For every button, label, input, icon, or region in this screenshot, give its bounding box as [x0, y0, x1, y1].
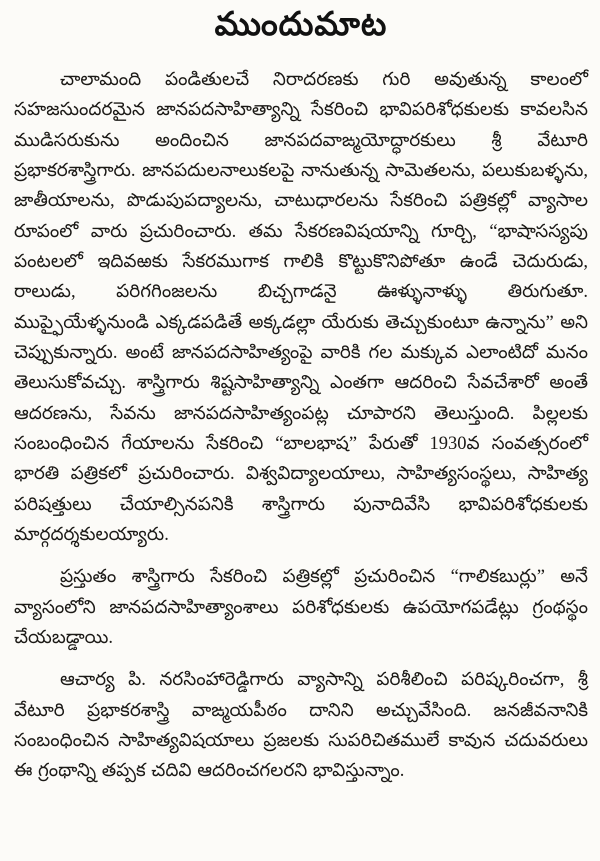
document-body: [14, 65, 588, 787]
paragraph-publication: ప్రస్తుతం శాస్త్రిగారు సేకరించి పత్రికల్లో ప్రచురించిన “గాలికబుర్లు” అనే వ్యాసంలోని జానపదసాహిత్యాంశాలు పరిశోధకులకు ఉపయోగపడేట్లు గ్రంథస్థం చేయబడ్డాయి.: [14, 567, 588, 648]
page-title: ముందుమాట: [214, 7, 388, 43]
paragraph-acknowledgement: ఆచార్య పి. నరసింహారెడ్డిగారు వ్యాసాన్ని పరిశీలించి పరిష్కరించగా, శ్రీ వేటూరి ప్రభాకరశాస్త్రి వాఙ్మయపీఠం దానిని అచ్చువేసింది. జనజీవనానికి సంబంధించిన సాహిత్యవిషయాలు ప్రజలకు సుపరిచితములే కావున చదువరులు ఈ గ్రంథాన్ని తప్పక చదివి ఆదరించగలరని భావిస్తున్నాం.: [14, 670, 588, 782]
paragraph-intro: చాలామంది పండితులచే నిరాదరణకు గురి అవుతున్న కాలంలో సహజసుందరమైన జానపదసాహిత్యాన్ని సేకరించి భావిపరిశోధకులకు కావలసిన ముడిసరుకును అందించిన జానపదవాఙ్మయోద్ధారకులు శ్రీ వేటూరి ప్రభాకరశాస్త్రిగారు. జానపదులనాలుకలపై నానుతున్న సామెతలను, పలుకుబళ్ళను, జాతీయాలను, పొడుపుపద్యాలను, చాటుధారలను సేకరించి పత్రికల్లో వ్యాసాల రూపంలో వారు ప్రచురించారు. తమ సేకరణవిషయాన్ని గూర్చి, “భాషాసస్యపు పంటలలో ఇదివఱకు సేకరముగాక గాలికి కొట్టుకొనిపోతూ ఉండే చెదురుడు, రాలుడు, పరిగగింజలను బిచ్చగాడనై ఊళ్ళునాళ్ళు తిరుగుతూ. ముప్ఫైయేళ్ళనుండి ఎక్కడపడితే అక్కడల్లా యేరుకు తెచ్చుకుంటూ ఉన్నాను” అని చెప్పుకున్నారు. అంటే జానపదసాహిత్యంపై వారికి గల మక్కువ ఎలాంటిదో మనం తెలుసుకోవచ్చు. శాస్త్రిగారు శిష్టసాహిత్యాన్ని ఎంతగా ఆదరించి సేవచేశారో అంతే ఆదరణను, సేవను జానపదసాహిత్యంపట్ల చూపారని తెలుస్తుంది. పిల్లలకు సంబంధించిన గేయాలను సేకరించి “బాలభాష” పేరుతో 1930వ సంవత్సరంలో భారతి పత్రికలో ప్రచురించారు. విశ్వవిద్యాలయాలు, సాహిత్యసంస్థలు, సాహిత్య పరిషత్తులు చేయాల్సినపనికి శాస్త్రిగారు పునాదివేసి భావిపరిశోధకులకు మార్గదర్శకులయ్యారు.: [14, 70, 588, 545]
